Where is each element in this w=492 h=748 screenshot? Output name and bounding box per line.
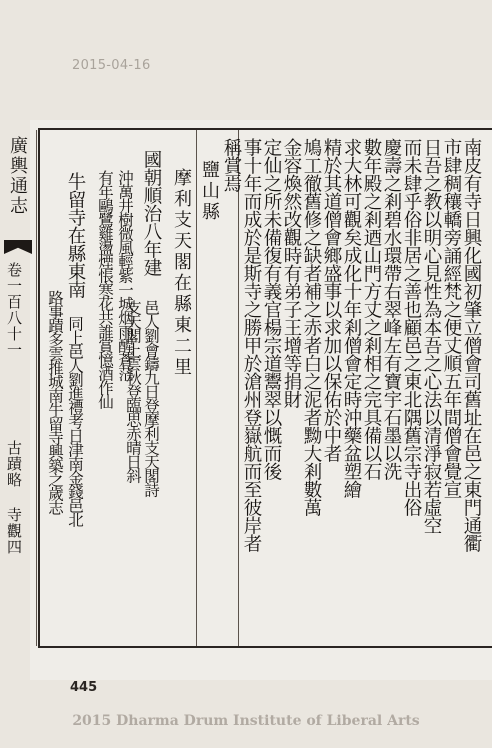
section-heading: 鹽山縣	[199, 160, 220, 223]
text-column: 定仙之所未備復有義官楊宗道鬻翠以慨而後	[261, 138, 282, 480]
entry-heading: 牛留寺在縣東南	[65, 172, 86, 298]
footer-credit: 2015 Dharma Drum Institute of Liberal Arts	[72, 713, 420, 729]
text-column: 慶壽之剎碧水環帶右翠峰左有寶宇石墨以洗	[381, 138, 402, 480]
text-column: 金容煥然改觀時有弟子王增等捐財	[281, 138, 302, 408]
text-column: 鳩工徹舊修之缺者補之赤者白之泥者黝大剎數萬	[301, 138, 322, 516]
text-column: 國朝順治八年建	[141, 150, 162, 276]
column-rule	[196, 130, 197, 646]
text-column: 沖萬井樹微風輕紫一城烟雨醒蒼茫	[116, 170, 134, 380]
text-column: 南皮有寺日興化國初肇立僧會司舊址在邑之東門通衢	[461, 138, 482, 552]
column-rule	[238, 130, 239, 646]
text-column: 而未肆乎俗非居之善也顧邑之東北隅舊宗寺出俗	[401, 138, 422, 516]
text-column: 求大林可觀矣成化十年剎僧會定時沖藥盆塑繪	[341, 138, 362, 498]
text-column: 路事蹟多雲推城南牛留寺興築之歲志	[46, 290, 64, 514]
entry-heading: 摩利支天閣在縣東二里	[171, 168, 192, 378]
text-column: 稱賞焉	[221, 138, 242, 192]
column-rule	[36, 130, 37, 646]
text-column: 有年鷗鷺雞盪煙悵寒花共誰賞憶酒作仙	[96, 170, 114, 408]
text-column: 精於其道僧會鄉盛事以求加以保佑於中者	[321, 138, 342, 462]
margin-title: 廣輿通志	[7, 136, 28, 216]
text-column: 事十年而成於是斯寺之勝甲於滄州登嶽航而至彼岸者	[241, 138, 262, 552]
margin-volume: 卷一百八十一	[5, 262, 23, 358]
date-stamp: 2015-04-16	[72, 58, 151, 73]
text-column-small: 邑人劉會鑄九日登摩利支天閣詩	[142, 300, 160, 496]
text-column-small: 支天閣上雲秋登臨思赤晴日斜	[124, 300, 142, 482]
text-column: 日吾之教以明心見性為本吾之心法以清淨寂若虛空	[421, 138, 442, 534]
text-column-small: 同上邑人劉進禮考日津南金錢邑北	[66, 316, 84, 526]
fishtail-mark	[4, 240, 32, 254]
text-column: 市肆稠穰轎旁誦經梵之便丈順五年間僧會覺宣	[441, 138, 462, 498]
page-number: 445	[70, 680, 98, 695]
text-column: 數年殿之剎迺山門方丈之剎相之完具備以石	[361, 138, 382, 480]
margin-section: 古蹟略 寺觀四	[5, 440, 23, 555]
